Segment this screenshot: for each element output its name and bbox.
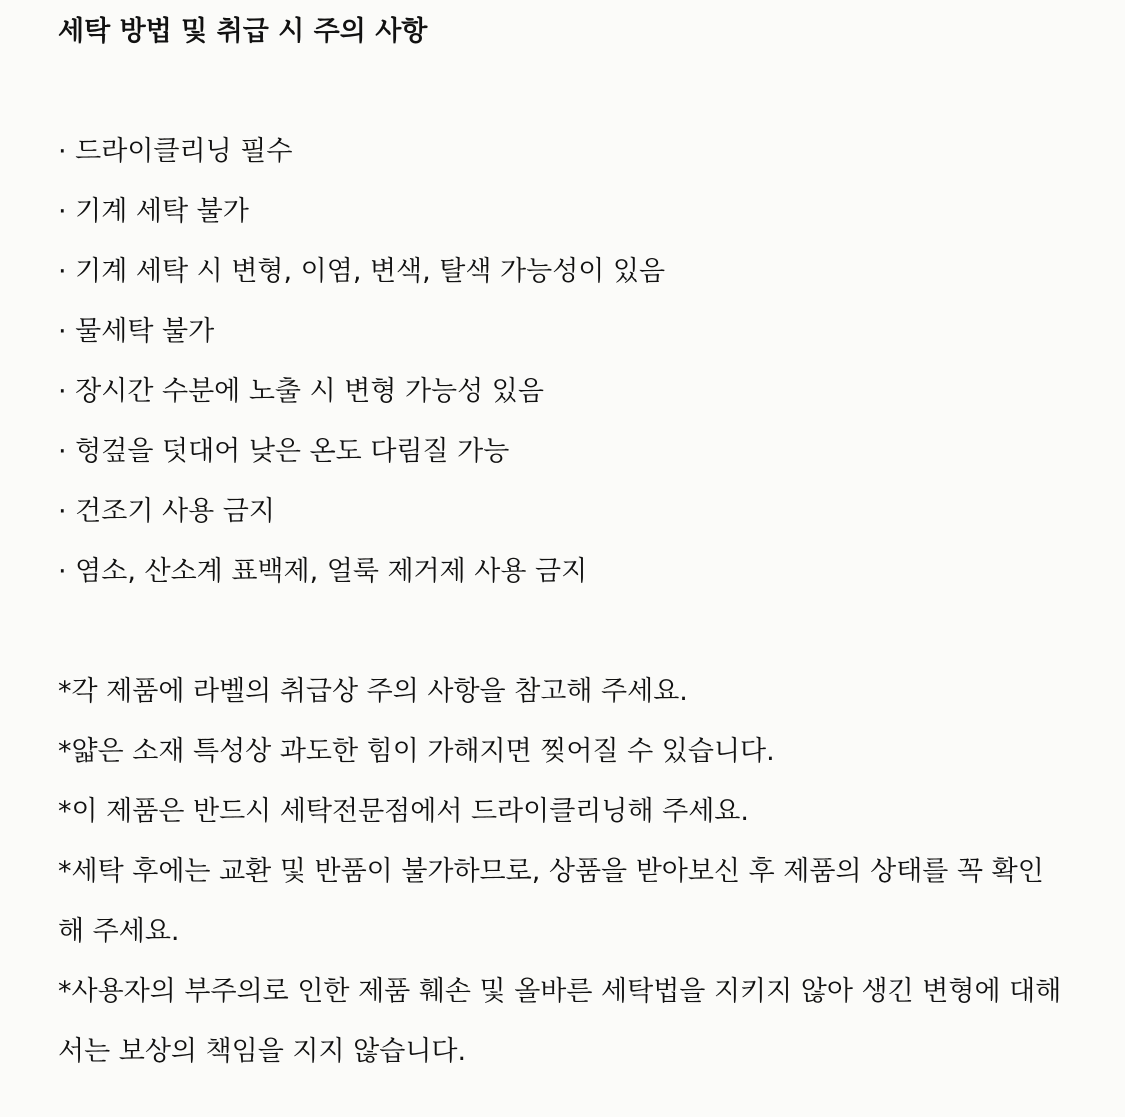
care-item: · 기계 세탁 불가 (58, 196, 249, 227)
notes-list (58, 662, 1068, 1082)
note: *얇은 소재 특성상 과도한 힘이 가해지면 찢어질 수 있습니다. (58, 736, 775, 767)
spacer (58, 62, 1068, 122)
note: *이 제품은 반드시 세탁전문점에서 드라이클리닝해 주세요. (58, 796, 749, 827)
spacer (58, 602, 1068, 662)
care-instructions-document (58, 2, 1068, 1082)
note: *세탁 후에는 교환 및 반품이 불가하므로, 상품을 받아보신 후 제품의 상태를 꼭 확인해 주세요. (58, 856, 1044, 947)
care-item: · 기계 세탁 시 변형, 이염, 변색, 탈색 가능성이 있음 (58, 256, 666, 287)
care-item: · 물세탁 불가 (58, 316, 215, 347)
care-item: · 장시간 수분에 노출 시 변형 가능성 있음 (58, 376, 544, 407)
care-item: · 드라이클리닝 필수 (58, 136, 293, 167)
note: *사용자의 부주의로 인한 제품 훼손 및 올바른 세탁법을 지키지 않아 생긴 변형에 대해서는 보상의 책임을 지지 않습니다. (58, 976, 1062, 1067)
care-item: · 건조기 사용 금지 (58, 496, 275, 527)
care-list (58, 122, 1068, 602)
note: *각 제품에 라벨의 취급상 주의 사항을 참고해 주세요. (58, 676, 688, 707)
care-item: · 염소, 산소계 표백제, 얼룩 제거제 사용 금지 (58, 556, 588, 587)
care-item: · 헝겊을 덧대어 낮은 온도 다림질 가능 (58, 436, 510, 467)
document-title: 세탁 방법 및 취급 시 주의 사항 (58, 16, 428, 47)
